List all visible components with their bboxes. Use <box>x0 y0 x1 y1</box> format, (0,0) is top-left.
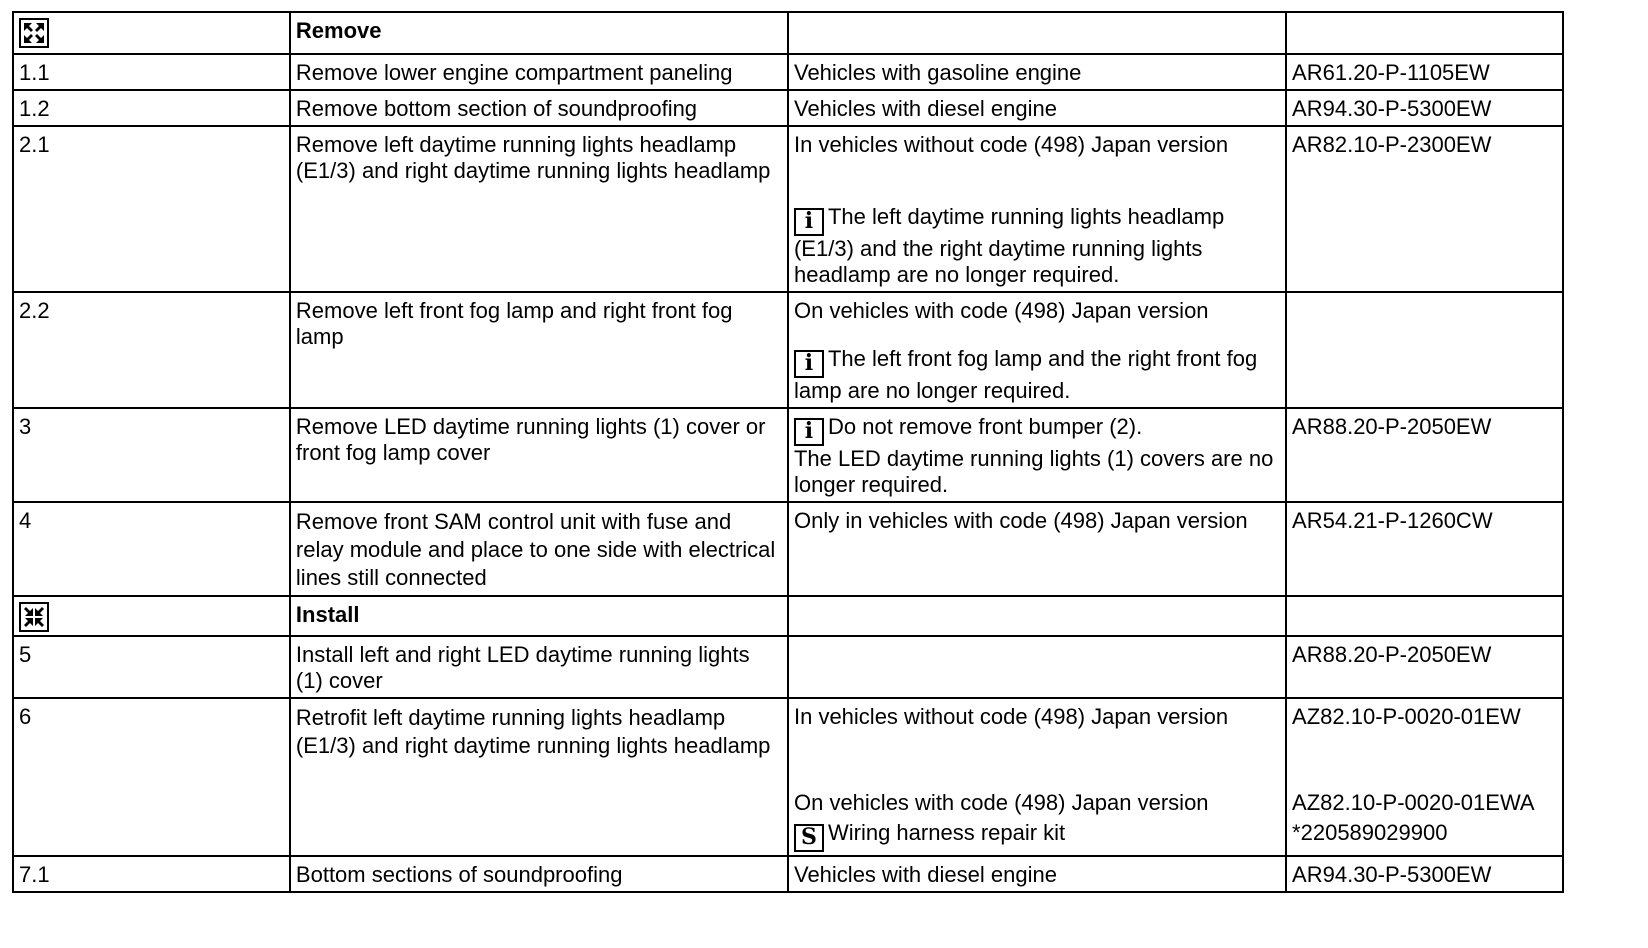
step-number: 7.1 <box>13 856 290 892</box>
tool-icon: S <box>794 824 824 852</box>
step-action: Remove left front fog lamp and right front fog lamp <box>290 292 788 408</box>
step-number: 4 <box>13 502 290 596</box>
section-header-remove <box>13 12 1563 54</box>
step-number: 1.2 <box>13 90 290 126</box>
info-text: The left daytime running lights headlamp (E1/3) and the right daytime running lights headlamp are no longer required. <box>793 204 1225 287</box>
step-note-cell <box>788 698 1286 856</box>
step-reference: AR88.20-P-2050EW <box>1286 408 1563 502</box>
info-icon: i <box>794 208 824 236</box>
table-row <box>13 636 1563 698</box>
info-icon: i <box>794 418 824 446</box>
step-reference: AR88.20-P-2050EW <box>1286 636 1563 698</box>
step-note-cell <box>788 408 1286 502</box>
step-reference <box>1286 292 1563 408</box>
step-reference: AZ82.10-P-0020-01EW <box>1292 704 1521 729</box>
step-action: Remove LED daytime running lights (1) cover or front fog lamp cover <box>290 408 788 502</box>
step-reference: AR61.20-P-1105EW <box>1286 54 1563 90</box>
step-note: Vehicles with diesel engine <box>788 90 1286 126</box>
collapse-arrows-icon <box>19 602 49 632</box>
step-number: 6 <box>13 698 290 856</box>
step-number: 1.1 <box>13 54 290 90</box>
step-note: On vehicles with code (498) Japan version <box>793 790 1209 815</box>
table-row <box>13 502 1563 596</box>
step-note-cell <box>788 126 1286 292</box>
step-action: Bottom sections of soundproofing <box>290 856 788 892</box>
step-note: Only in vehicles with code (498) Japan version <box>788 502 1286 596</box>
tool-note <box>794 820 1280 852</box>
table-row <box>13 54 1563 90</box>
step-reference: AR94.30-P-5300EW <box>1286 90 1563 126</box>
step-action: Install left and right LED daytime running lights (1) cover <box>290 636 788 698</box>
section-title-remove: Remove <box>290 12 788 54</box>
tool-text: Wiring harness repair kit <box>827 820 1066 845</box>
info-note <box>794 346 1280 404</box>
info-icon: i <box>794 350 824 378</box>
procedure-table <box>12 11 1564 893</box>
step-reference: AZ82.10-P-0020-01EWA <box>1292 790 1535 815</box>
step-reference: AR54.21-P-1260CW <box>1286 502 1563 596</box>
info-text: The left front fog lamp and the right front fog lamp are no longer required. <box>793 346 1258 403</box>
step-note: The LED daytime running lights (1) covers are no longer required. <box>793 446 1274 497</box>
step-number: 3 <box>13 408 290 502</box>
step-reference-cell <box>1286 698 1563 856</box>
section-title-install: Install <box>290 596 788 636</box>
section-header-install <box>13 596 1563 636</box>
step-note-cell <box>788 292 1286 408</box>
tool-number: *220589029900 <box>1292 820 1448 845</box>
info-note <box>794 414 1280 446</box>
step-reference: AR94.30-P-5300EW <box>1286 856 1563 892</box>
step-note: In vehicles without code (498) Japan version <box>793 704 1229 729</box>
step-action: Remove left daytime running lights headlamp (E1/3) and right daytime running lights headlamp <box>290 126 788 292</box>
step-action: Remove bottom section of soundproofing <box>290 90 788 126</box>
step-note <box>788 636 1286 698</box>
table-row <box>13 408 1563 502</box>
table-row <box>13 90 1563 126</box>
step-action: Remove lower engine compartment paneling <box>290 54 788 90</box>
step-note: On vehicles with code (498) Japan version <box>793 298 1209 323</box>
step-reference: AR82.10-P-2300EW <box>1286 126 1563 292</box>
step-action: Retrofit left daytime running lights headlamp (E1/3) and right daytime running lights headlamp <box>290 698 788 856</box>
info-note <box>794 204 1280 288</box>
info-text: Do not remove front bumper (2). <box>827 414 1143 439</box>
expand-arrows-icon <box>19 18 49 48</box>
step-note: Vehicles with diesel engine <box>788 856 1286 892</box>
step-number: 2.2 <box>13 292 290 408</box>
step-number: 2.1 <box>13 126 290 292</box>
step-note: Vehicles with gasoline engine <box>788 54 1286 90</box>
step-action: Remove front SAM control unit with fuse and relay module and place to one side with electrical lines still connected <box>290 502 788 596</box>
step-note: In vehicles without code (498) Japan version <box>793 132 1229 157</box>
step-number: 5 <box>13 636 290 698</box>
table-row <box>13 856 1563 892</box>
table-row <box>13 292 1563 408</box>
table-row <box>13 126 1563 292</box>
table-row <box>13 698 1563 856</box>
